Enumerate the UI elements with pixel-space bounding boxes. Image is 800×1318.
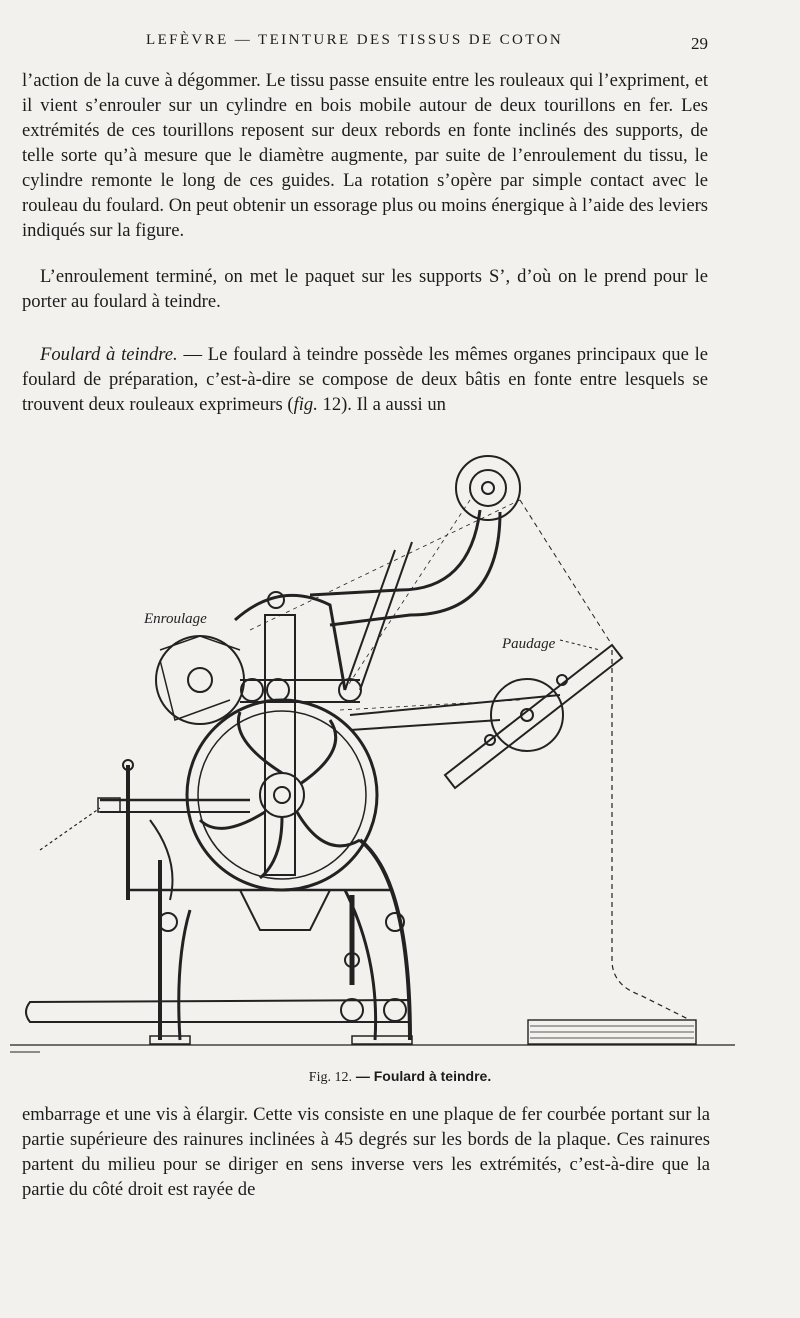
paragraph-4: embarrage et une vis à élargir. Cette vis consiste en une plaque de fer courbée portant sur la partie supérieure des rainures inclinées à 45 degrés sur les bords de la plaque. Ces rainures partent du milieu pour se diriger en sens inverse vers les extrémités, c’est-à-dire que la partie du côté droit est rayée de <box>22 1104 710 1200</box>
paragraph-1: l’action de la cuve à dégommer. Le tissu passe ensuite entre les rouleaux qui l’expriment, et il vient s’enrouler sur un cylindre en bois mobile autour de deux tourillons en fer. Les extrémités de ces tourillons reposent sur deux rebords en fonte inclinés des supports, de telle sorte qu’à mesure que le diamètre augmente, par suite de l’enroulement du tissu, le cylindre remonte le long de ces guides. La rotation s’opère par simple contact avec le rouleau du foulard. On peut obtenir un essorage plus ou moins énergique à l’aide des leviers indiqués sur la figure. <box>22 70 708 241</box>
figure-caption <box>0 1068 800 1086</box>
running-head: LEFÈVRE — TEINTURE DES TISSUS DE COTON <box>146 32 564 48</box>
section-title: Foulard à teindre. <box>40 344 178 365</box>
paragraph-3-text-a: — Le foulard à teindre possède les mêmes organes principaux que le foulard de préparation, c’est-à-dire se compose de deux bâtis en fonte entre lesquels se trouvent deux rouleaux exprimeurs ( <box>22 344 709 415</box>
caption-title: — Foulard à teindre. <box>355 1068 492 1084</box>
figure-12 <box>0 440 800 1080</box>
figure-reference: fig. <box>293 394 318 415</box>
paragraph-3 <box>22 342 708 417</box>
label-enroulage: Enroulage <box>144 611 207 627</box>
paragraph-2 <box>22 264 708 314</box>
page-number: 29 <box>691 34 708 53</box>
caption-number: Fig. 12. <box>308 1070 352 1085</box>
paragraph-3-text-b: 12). Il a aussi un <box>317 394 446 415</box>
page-header <box>0 32 800 58</box>
machine-engraving <box>0 440 800 1080</box>
paragraph-2-text: L’enroulement terminé, on met le paquet sur les supports S’, d’où on le prend pour le porter au foulard à teindre. <box>22 266 708 312</box>
label-paudage: Paudage <box>502 636 556 652</box>
